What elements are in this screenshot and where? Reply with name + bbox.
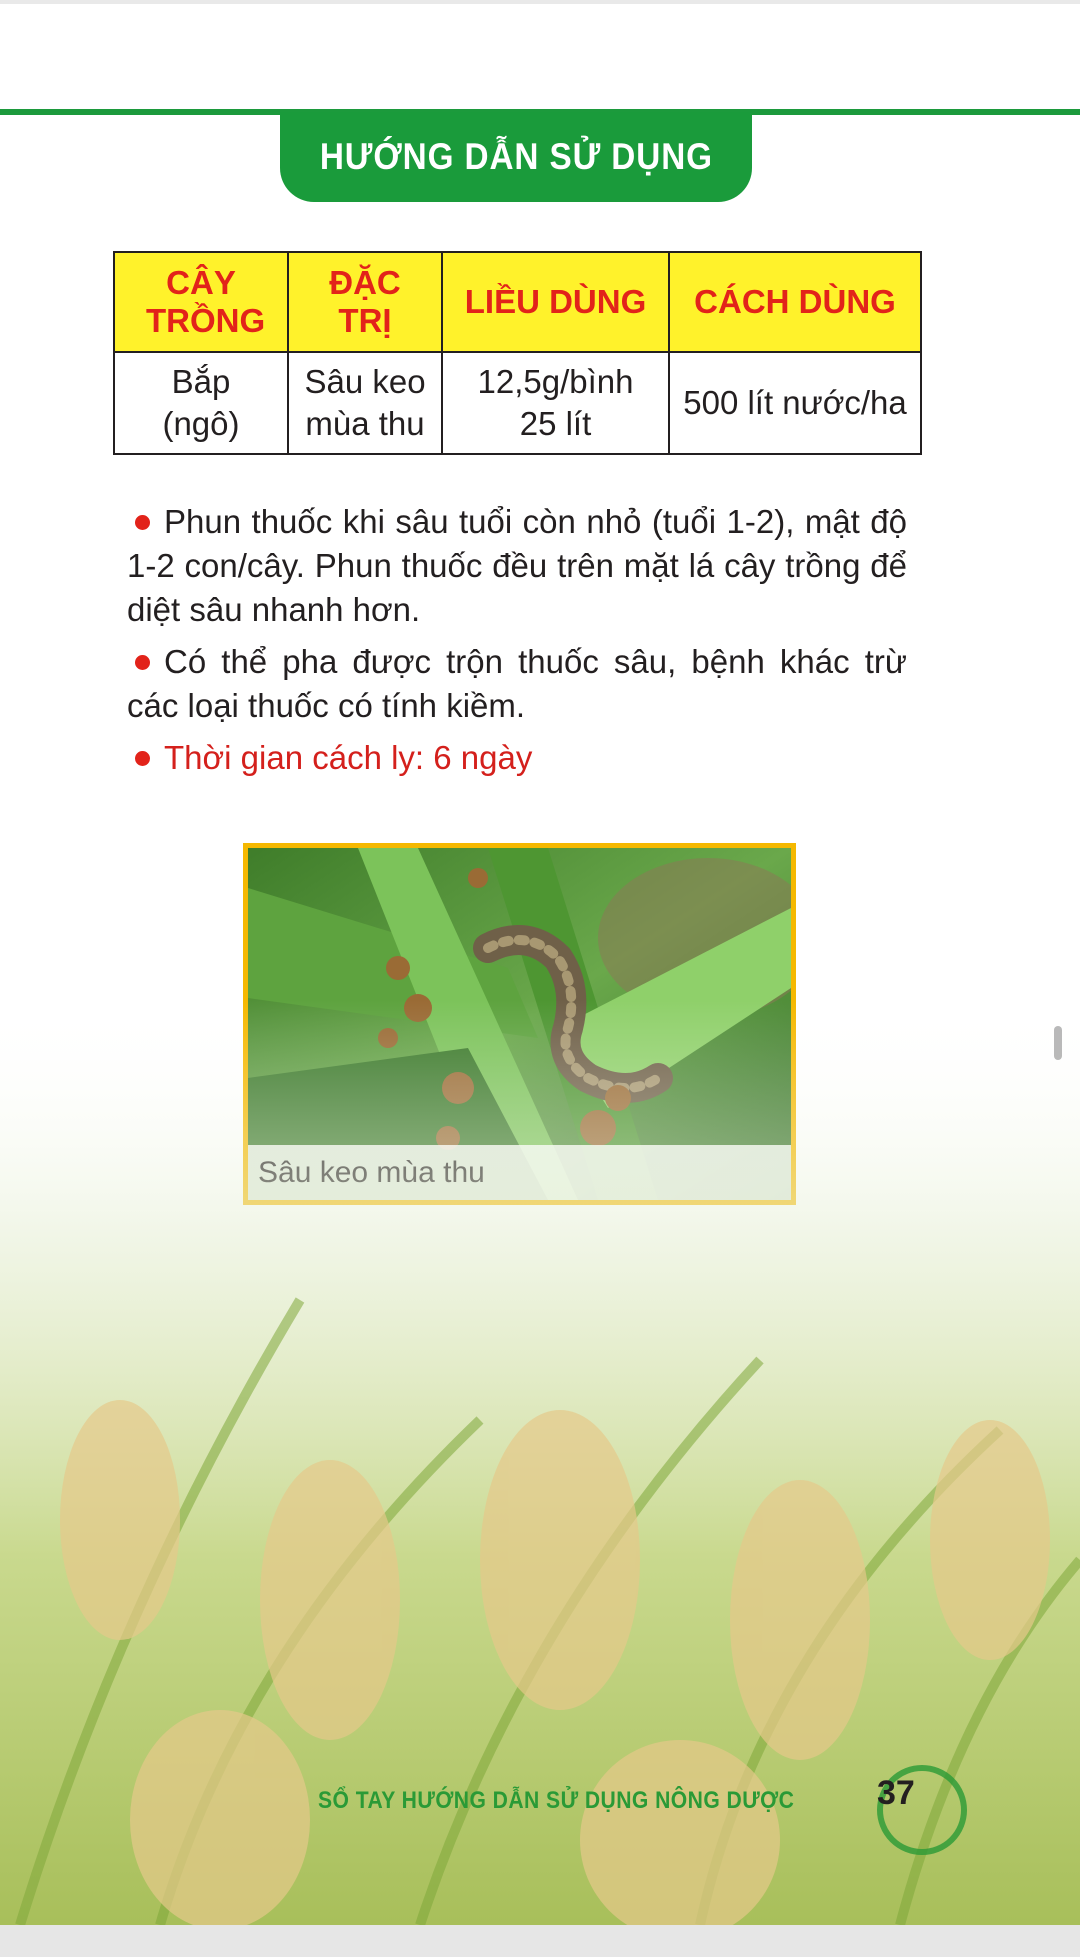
bullet-icon xyxy=(135,515,150,530)
header-dose: LIỀU DÙNG xyxy=(442,252,669,352)
table-header-row xyxy=(114,252,921,352)
header-target: ĐẶC TRỊ xyxy=(288,252,442,352)
header-crop: CÂY TRỒNG xyxy=(114,252,288,352)
list-item: Phun thuốc khi sâu tuổi còn nhỏ (tuổi 1-2), mật độ 1-2 con/cây. Phun thuốc đều trên mặt lá cây trồng để diệt sâu nhanh hơn. xyxy=(127,503,907,628)
list-item: Có thể pha được trộn thuốc sâu, bệnh khác trừ các loại thuốc có tính kiềm. xyxy=(127,643,907,724)
bullet-icon xyxy=(135,751,150,766)
header-method: CÁCH DÙNG xyxy=(669,252,921,352)
book-title-footer: SỔ TAY HƯỚNG DẪN SỬ DỤNG NÔNG DƯỢC xyxy=(318,1787,795,1814)
table-row xyxy=(114,352,921,454)
cell-target: Sâu keo mùa thu xyxy=(288,352,442,454)
bottom-bar xyxy=(0,1925,1080,1957)
instruction-list xyxy=(127,500,907,788)
dosage-table xyxy=(113,251,922,455)
scrollbar-thumb[interactable] xyxy=(1054,1026,1062,1060)
list-item-isolation: Thời gian cách ly: 6 ngày xyxy=(127,736,907,780)
top-edge xyxy=(0,0,1080,4)
cell-dose: 12,5g/bình 25 lít xyxy=(442,352,669,454)
cell-crop: Bắp (ngô) xyxy=(114,352,288,454)
bullet-icon xyxy=(135,655,150,670)
cell-method: 500 lít nước/ha xyxy=(669,352,921,454)
section-title: HƯỚNG DẪN SỬ DỤNG xyxy=(319,136,713,177)
section-title-tab xyxy=(280,112,752,202)
page-number: 37 xyxy=(877,1774,915,1812)
